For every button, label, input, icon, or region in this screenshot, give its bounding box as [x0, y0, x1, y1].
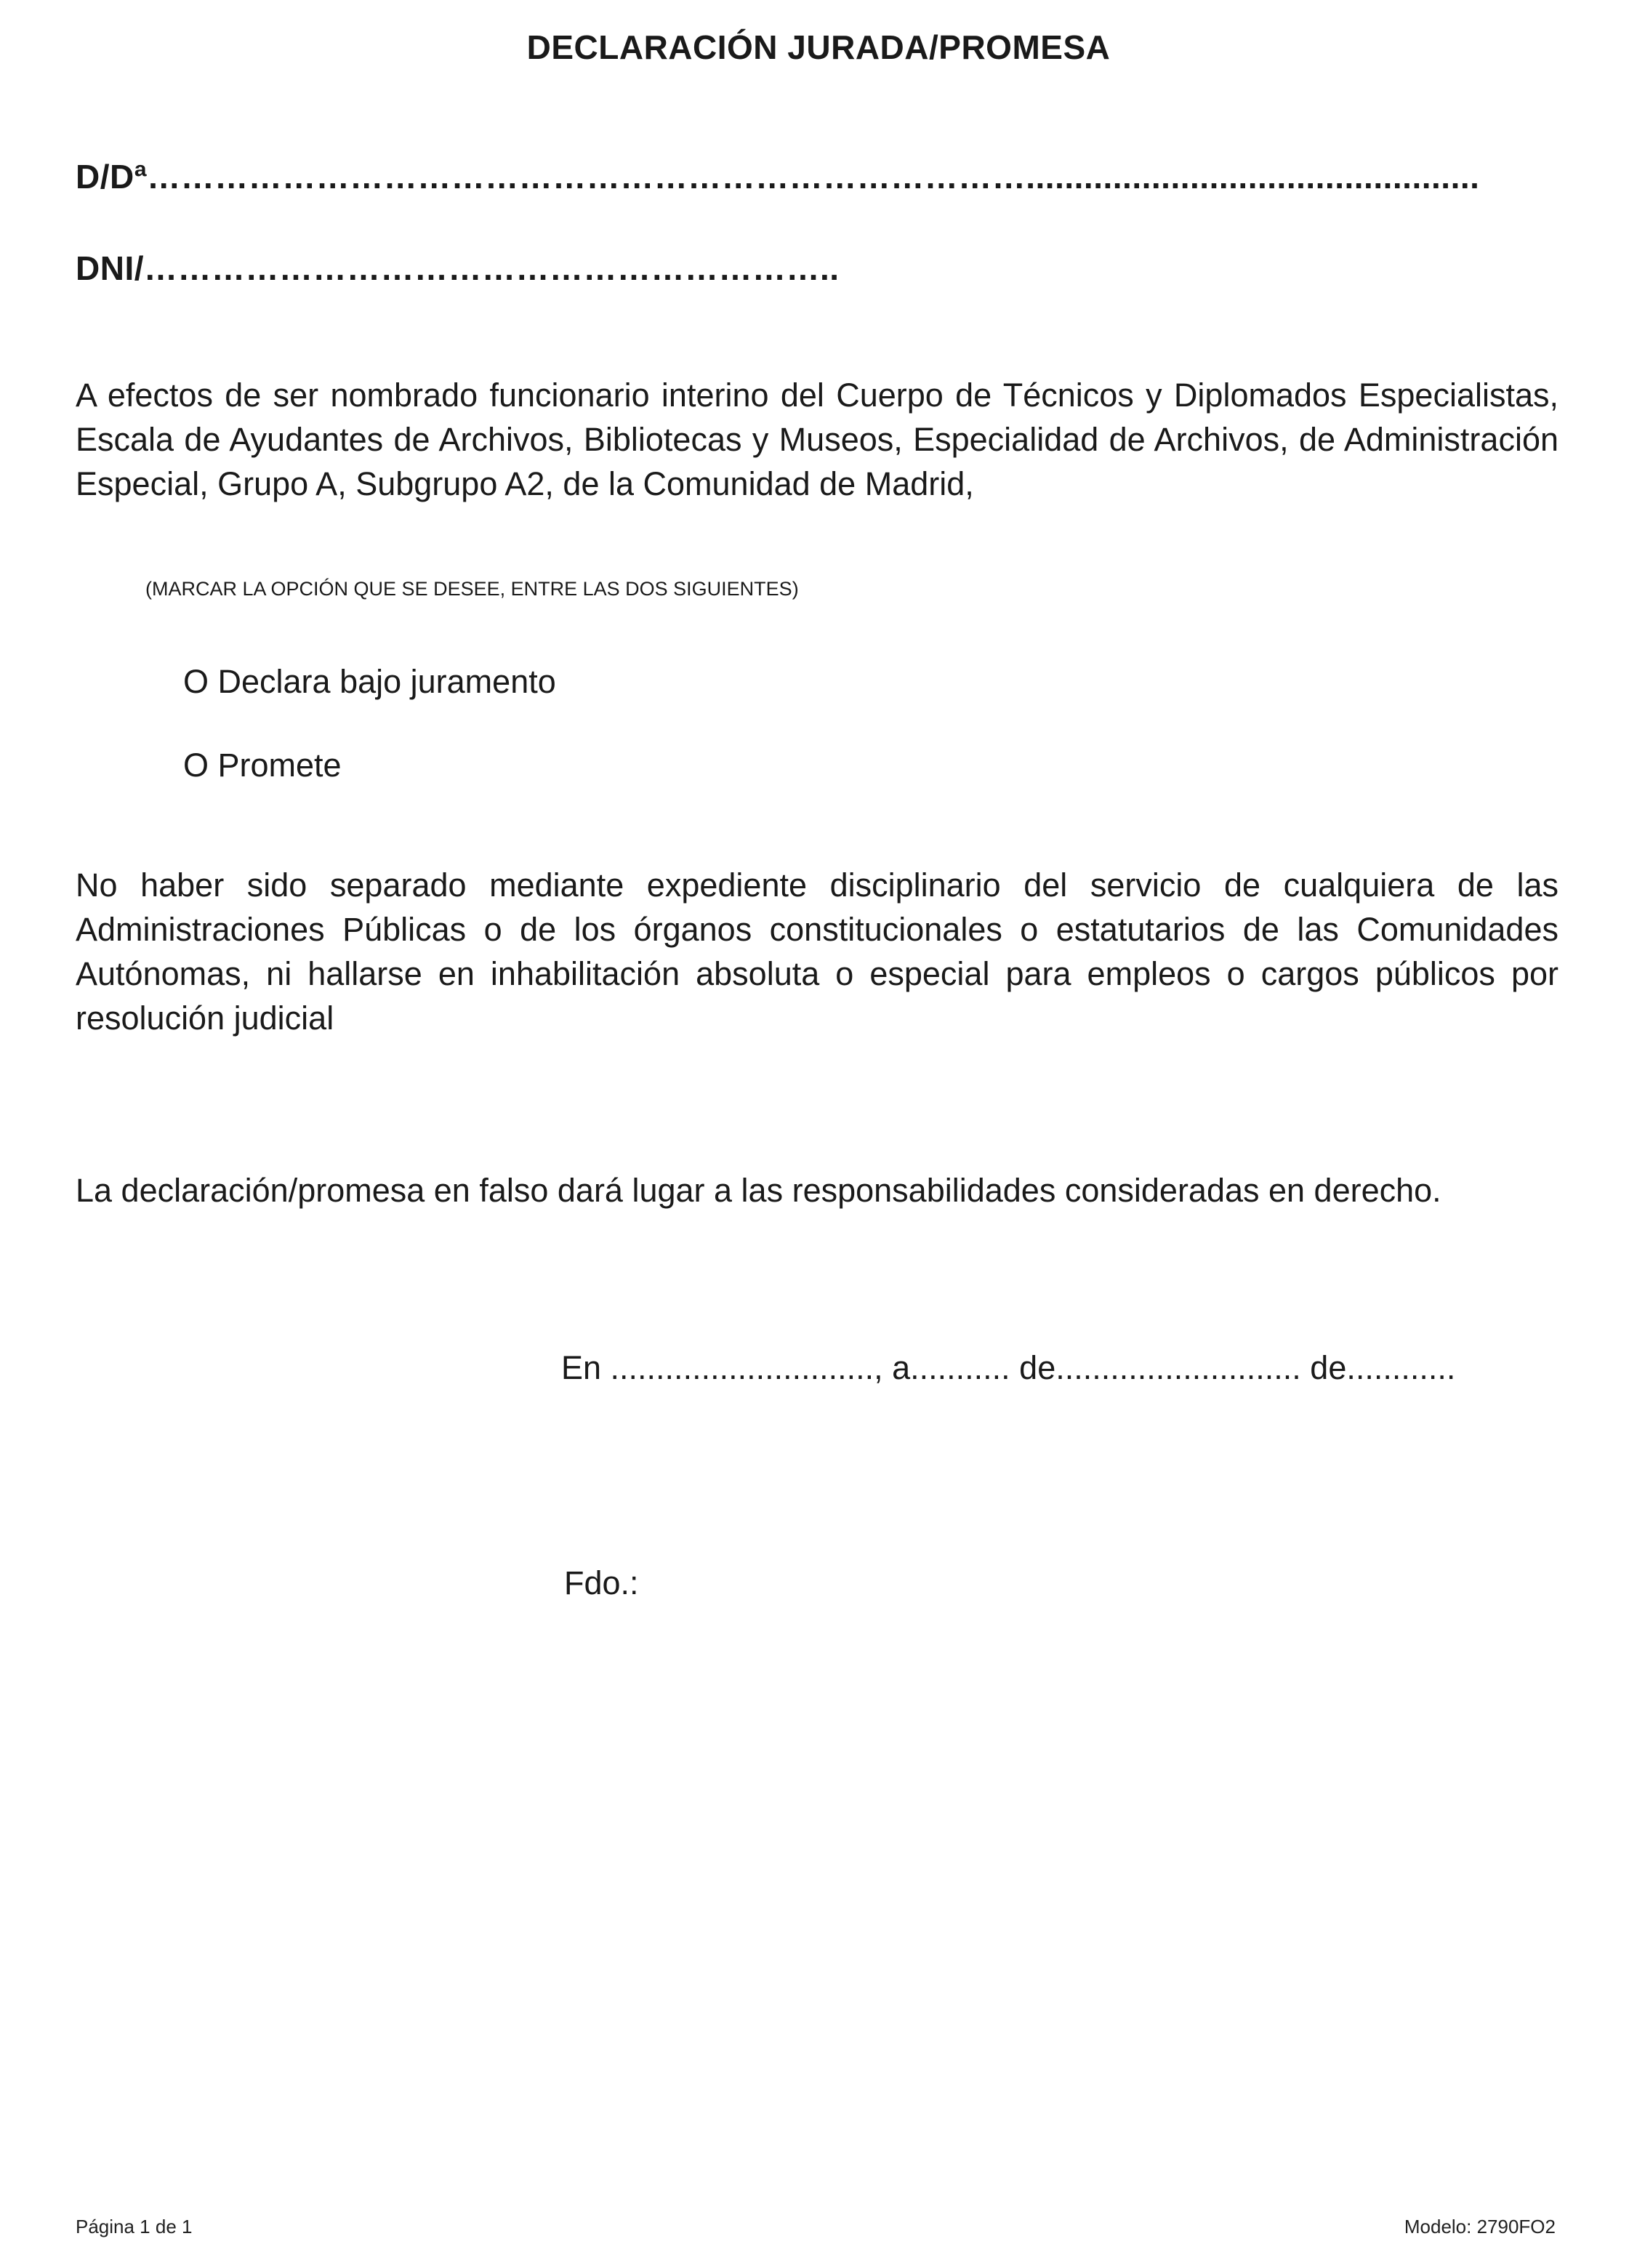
dni-field: DNI/……………………………………………………..: [76, 249, 840, 287]
document-title: DECLARACIÓN JURADA/PROMESA: [526, 28, 1111, 66]
intro-paragraph: A efectos de ser nombrado funcionario interino del Cuerpo de Técnicos y Diplomados Especialistas, Escala de Ayudantes de Archivos, Bibliotecas y Museos, Especialidad de Archivos, de Administración Especial, Grupo A, Subgrupo A2, de la Comunidad de Madrid,: [76, 377, 1558, 502]
signature-label: Fdo.:: [564, 1564, 639, 1601]
option-instruction: (MARCAR LA OPCIÓN QUE SE DESEE, ENTRE LAS DOS SIGUIENTES): [145, 578, 799, 600]
option-declara: O Declara bajo juramento: [183, 663, 556, 700]
warning-text: La declaración/promesa en falso dará lugar a las responsabilidades consideradas en derecho.: [76, 1172, 1441, 1209]
model-code: Modelo: 2790FO2: [1404, 2216, 1556, 2237]
option-promete: O Promete: [183, 747, 342, 784]
name-field: D/Dª……………………………………………………………………...............................................: [76, 158, 1480, 196]
page-number: Página 1 de 1: [76, 2216, 193, 2237]
place-date-line: En ............................., a........... de........................... de............: [561, 1349, 1456, 1386]
declaration-body: No haber sido separado mediante expediente disciplinario del servicio de cualquiera de las Administraciones Públicas o de los órganos constitucionales o estatutarios de las Comunidades Autónomas, ni hallarse en inhabilitación absoluta o especial para empleos o cargos públicos por resolución judicial: [76, 866, 1558, 1037]
